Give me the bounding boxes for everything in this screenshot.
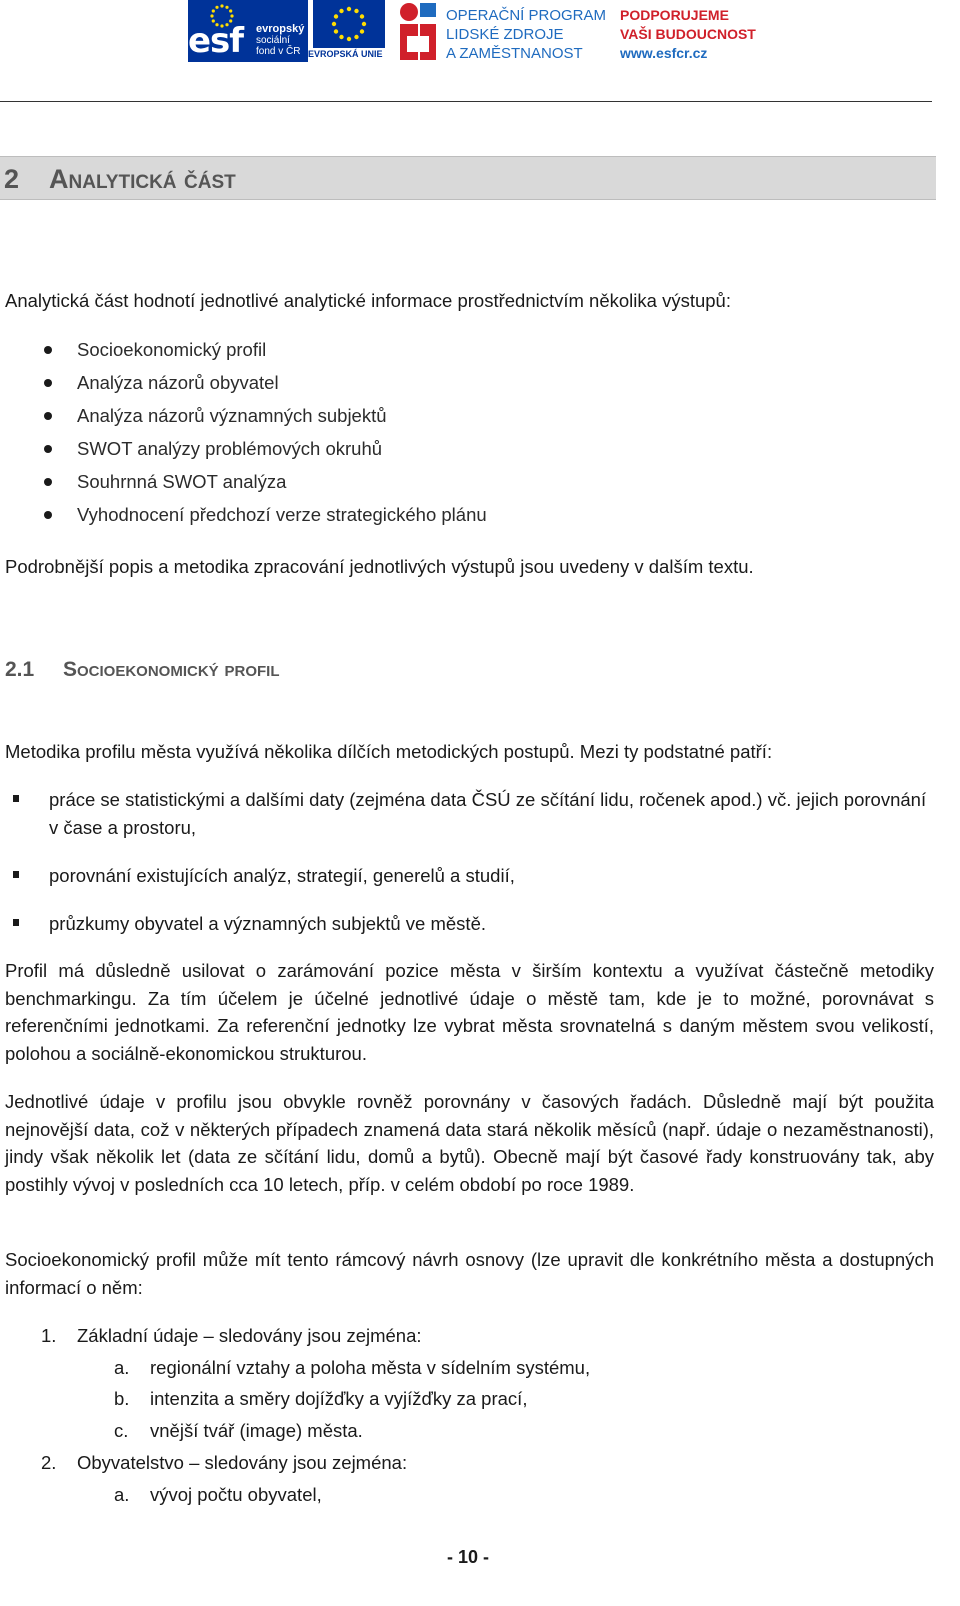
op-line1: OPERAČNÍ PROGRAM — [446, 7, 607, 24]
square-bullet-icon — [13, 795, 19, 802]
chapter-title: Analytická část — [49, 164, 236, 194]
list-item: Souhrnná SWOT analýza — [77, 471, 287, 492]
support-line2: VAŠI BUDOUCNOST — [620, 26, 756, 42]
eu-stars-icon — [313, 0, 385, 48]
eu-flag — [313, 0, 385, 48]
list-item: SWOT analýzy problémových okruhů — [77, 438, 383, 459]
square-bullet-icon — [13, 919, 19, 926]
list-item: Analýza názorů významných subjektů — [77, 405, 387, 426]
esf-line3: fond v ČR — [256, 46, 301, 57]
bullet-icon — [44, 511, 52, 519]
op-line2: LIDSKÉ ZDROJE — [446, 26, 564, 43]
chapter-heading — [0, 156, 936, 200]
support-url: www.esfcr.cz — [620, 45, 708, 61]
intro-paragraph: Analytická část hodnotí jednotlivé analytické informace prostřednictvím několika výstupů: — [5, 290, 731, 311]
outline-subnumber: b. — [114, 1388, 130, 1409]
header-rule — [0, 101, 932, 102]
method-item: průzkumy obyvatel a významných subjektů ve městě. — [49, 913, 486, 934]
op-person-icon — [396, 0, 438, 62]
chapter-number: 2 — [4, 164, 20, 194]
esf-line2: sociální — [256, 35, 290, 46]
method-item: porovnání existujících analýz, strategií, generelů a studií, — [49, 865, 515, 886]
outline-subnumber: a. — [114, 1484, 130, 1505]
op-logo-text — [446, 6, 616, 63]
list-item: Analýza názorů obyvatel — [77, 372, 279, 393]
outline-subitem: regionální vztahy a poloha města v sídelním systému, — [150, 1357, 591, 1378]
outline-subitem: intenzita a směry dojížďky a vyjížďky za prací, — [150, 1388, 528, 1409]
bullet-icon — [44, 412, 52, 420]
support-logo-text — [620, 6, 770, 63]
esf-caption — [256, 24, 304, 57]
outline-subitem: vývoj počtu obyvatel, — [150, 1484, 322, 1505]
esf-mark: esf — [188, 21, 244, 61]
method-intro: Metodika profilu města využívá několika dílčích metodických postupů. Mezi ty podstatné patří: — [5, 741, 773, 762]
list-item: Socioekonomický profil — [77, 339, 267, 360]
section-heading — [5, 658, 280, 682]
section-number: 2.1 — [5, 658, 35, 681]
outline-item: Základní údaje – sledovány jsou zejména: — [77, 1325, 422, 1346]
bullet-icon — [44, 346, 52, 354]
bullet-icon — [44, 379, 52, 387]
paragraph-benchmarking: Profil má důsledně usilovat o zarámování pozice města v širším kontextu a využívat částečně metodiky benchmarkingu. Za tím účelem je účelné jednotlivé údaje o městě tam, kde je to možné, porovnávat s referenčními jednotkami. Za referenční jednotky lze vybrat města srovnatelná s daným městem svou velikostí, polohou a sociálně-ekonomickou strukturou. — [5, 960, 934, 1064]
op-line3: A ZAMĚSTNANOST — [446, 45, 583, 62]
eu-caption: EVROPSKÁ UNIE — [308, 49, 383, 59]
section-title: Socioekonomický profil — [63, 658, 280, 681]
support-line1: PODPORUJEME — [620, 7, 729, 23]
outline-item: Obyvatelstvo – sledovány jsou zejména: — [77, 1452, 408, 1473]
esf-logo — [188, 0, 308, 62]
outline-number: 2. — [41, 1452, 57, 1473]
esf-line1: evropský — [256, 23, 305, 35]
outline-subnumber: a. — [114, 1357, 130, 1378]
outline-subnumber: c. — [114, 1420, 129, 1441]
square-bullet-icon — [13, 871, 19, 878]
detail-note: Podrobnější popis a metodika zpracování jednotlivých výstupů jsou uvedeny v dalším textu. — [5, 556, 754, 577]
paragraph-outline-intro: Socioekonomický profil může mít tento rámcový návrh osnovy (lze upravit dle konkrétního města a dostupných informací o něm: — [5, 1249, 934, 1298]
page-number: - 10 - — [446, 1547, 489, 1567]
method-item: práce se statistickými a dalšími daty (zejména data ČSÚ ze sčítání lidu, ročenek apod.) vč. jejich porovnání v čase a prostoru, — [49, 789, 927, 838]
bullet-icon — [44, 445, 52, 453]
outline-number: 1. — [41, 1325, 57, 1346]
bullet-icon — [44, 478, 52, 486]
list-item: Vyhodnocení předchozí verze strategického plánu — [77, 504, 487, 525]
paragraph-time-series: Jednotlivé údaje v profilu jsou obvykle rovněž porovnány v časových řadách. Důsledně mají být použita nejnovější data, což v některých případech znamená data stará několik měsíců (např. údaje o nezaměstnanosti), jindy však několik let (data ze sčítání lidu, domů a bytů). Obecně mají být časové řady konstruovány tak, aby postihly vývoj v posledních cca 10 letech, příp. v celém období po roce 1989. — [5, 1091, 934, 1195]
outline-subitem: vnější tvář (image) města. — [150, 1420, 363, 1441]
header-logos — [188, 0, 773, 64]
